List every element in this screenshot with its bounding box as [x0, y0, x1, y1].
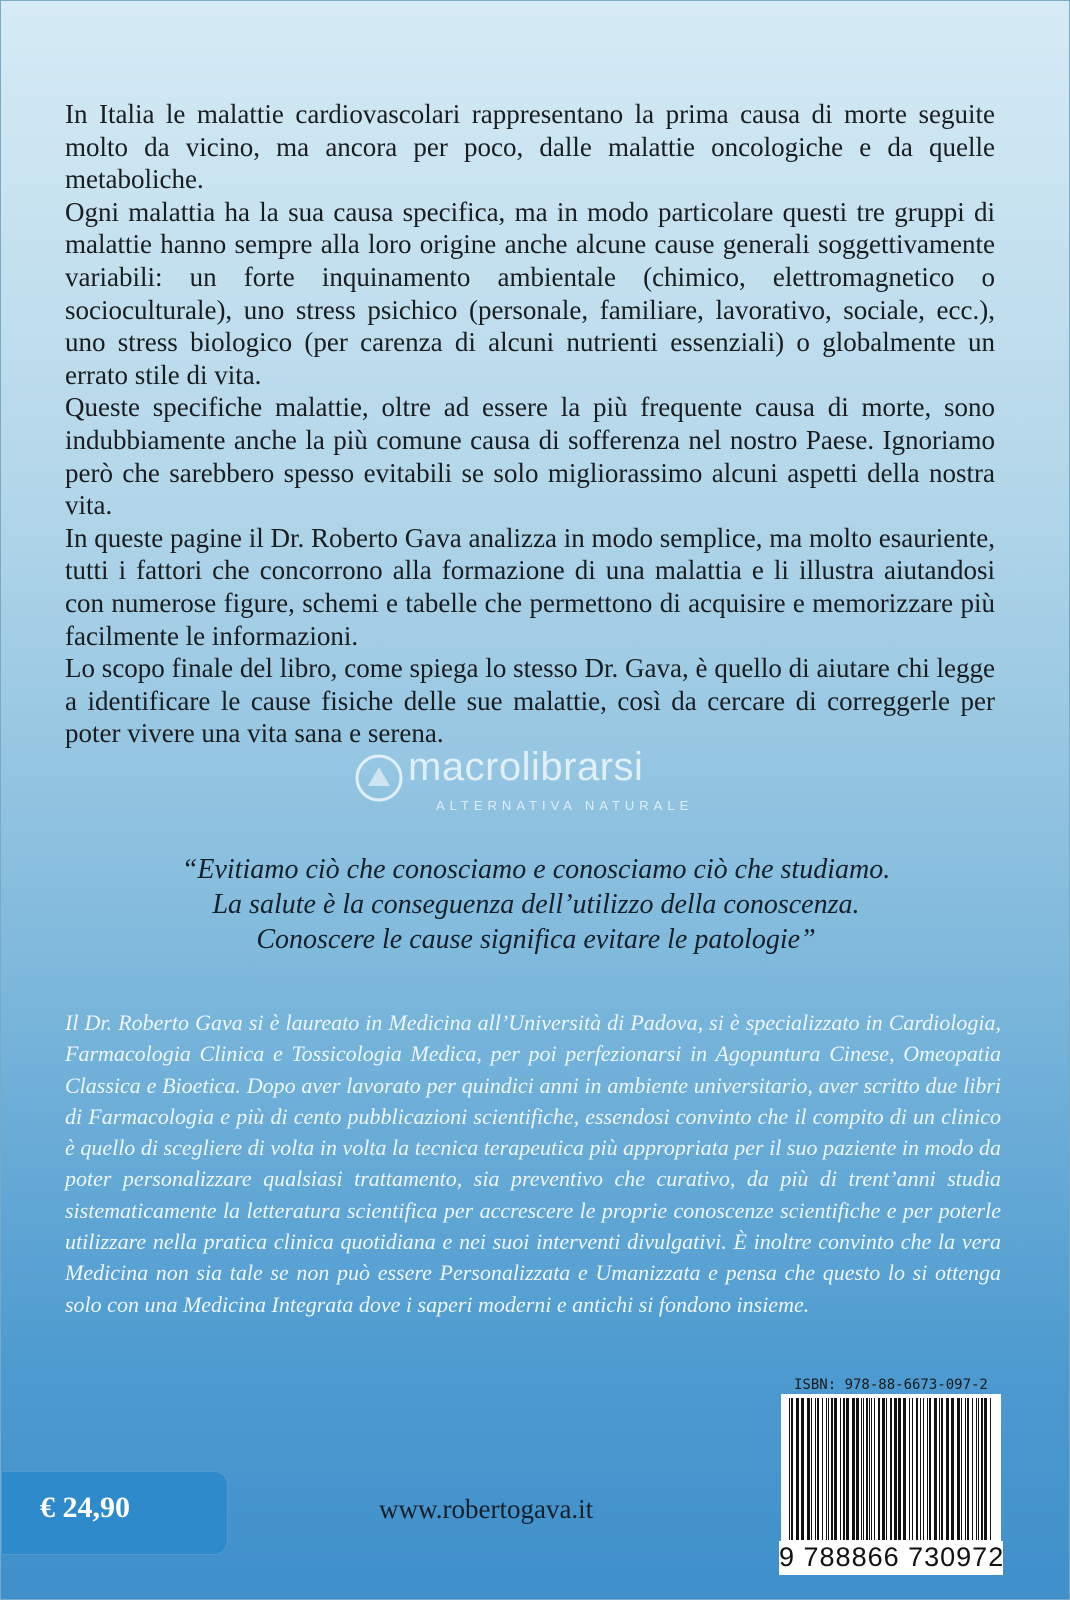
- description-text: [65, 98, 995, 750]
- barcode-bar: [894, 1398, 897, 1540]
- barcode-bar: [801, 1398, 804, 1540]
- barcode-bar: [878, 1398, 880, 1540]
- barcode-bar: [796, 1398, 799, 1540]
- barcode-bar: [866, 1398, 868, 1540]
- watermark-name: macrolibrarsi: [408, 745, 644, 789]
- barcode-bar: [941, 1398, 943, 1540]
- macrolibrarsi-watermark: [346, 745, 746, 843]
- barcode-bar: [939, 1398, 940, 1540]
- barcode-bar: [890, 1398, 892, 1540]
- barcode-bar: [976, 1398, 977, 1540]
- price-tab: [1, 1471, 228, 1555]
- quote-line: Conoscere le cause significa evitare le patologie”: [256, 924, 816, 955]
- barcode-bar: [843, 1398, 845, 1540]
- barcode-bar: [807, 1398, 810, 1540]
- barcode-bar: [965, 1398, 966, 1540]
- barcode-number: 9 788866 730972: [779, 1541, 1003, 1575]
- barcode-bar: [834, 1398, 837, 1540]
- barcode-bar: [828, 1398, 829, 1540]
- barcode-bar: [791, 1398, 793, 1540]
- description-paragraph: Lo scopo finale del libro, come spiega lo stesso Dr. Gava, è quello di aiutare chi legge a identificare le cause fisiche delle sue malattie, così da cercare di correggerle per poter vivere una vita sana e serena.: [65, 653, 995, 749]
- barcode-bar: [946, 1398, 949, 1540]
- barcode-bar: [840, 1398, 841, 1540]
- description-paragraph: In queste pagine il Dr. Roberto Gava analizza in modo semplice, ma molto esauriente, tutti i fattori che concorrono alla formazione di una malattia e li illustra aiutandosi con numerose figure, schemi e tabelle che permettono di acquisire e memorizzare più facilmente le informazioni.: [65, 522, 995, 651]
- barcode-bar: [984, 1398, 987, 1540]
- description-paragraph: Ogni malattia ha la sua causa specifica, ma in modo particolare questi tre gruppi di malattie hanno sempre alla loro origine anche alcune cause generali soggettivamente variabili: un forte inquinamento ambientale (chimico, elettromagnetico o socioculturale), uno stress psichico (personale, familiare, lavorativo, sociale, ecc.), uno stress biologico (per carenza di alcuni nutrienti essenziali) o globalmente un errato stile di vita.: [65, 196, 995, 390]
- barcode-bar: [951, 1398, 954, 1540]
- barcode-bar: [957, 1398, 960, 1540]
- description-paragraph: Queste specifiche malattie, oltre ad essere la più frequente causa di morte, sono indubbiamente anche la più comune causa di sofferenza nel nostro Paese. Ignoriamo però che sarebbero spesso evitabili se solo migliorassimo alcuni aspetti della nostra vita.: [65, 392, 995, 521]
- barcode-bar: [811, 1398, 812, 1540]
- barcode-bar: [927, 1398, 928, 1540]
- description-paragraph: In Italia le malattie cardiovascolari rappresentano la prima causa di morte seguite molto da vicino, ma ancora per poco, dalle malattie oncologiche e da quelle metaboliche.: [65, 99, 995, 195]
- barcode-bar: [912, 1398, 913, 1540]
- barcode: [781, 1394, 1001, 1544]
- barcode-bar: [916, 1398, 918, 1540]
- watermark-tagline: ALTERNATIVA NATURALE: [436, 798, 694, 813]
- barcode-bar: [972, 1398, 973, 1540]
- barcode-bar: [861, 1398, 862, 1540]
- quote: [61, 852, 1011, 957]
- barcode-bar: [826, 1398, 827, 1540]
- barcode-bar: [882, 1398, 885, 1540]
- barcode-bar: [874, 1398, 875, 1540]
- barcode-bar: [852, 1398, 855, 1540]
- barcode-bar: [903, 1398, 906, 1540]
- barcode-bar: [923, 1398, 924, 1540]
- price: € 24,90: [40, 1491, 130, 1524]
- barcode-bar: [789, 1398, 790, 1540]
- barcode-bar: [909, 1398, 910, 1540]
- barcode-bar: [967, 1398, 969, 1540]
- barcode-bar: [822, 1398, 823, 1540]
- quote-line: La salute è la conseguenza dell’utilizzo della conoscenza.: [212, 889, 860, 920]
- barcode-bar: [981, 1398, 983, 1540]
- barcode-bar: [815, 1398, 816, 1540]
- barcode-bar: [886, 1398, 887, 1540]
- barcode-bar: [863, 1398, 864, 1540]
- barcode-bar: [898, 1398, 901, 1540]
- barcode-bar: [856, 1398, 859, 1540]
- barcode-bar: [846, 1398, 849, 1540]
- isbn-label: ISBN: 978-88-6673-097-2: [794, 1377, 988, 1393]
- website-link[interactable]: www.robertogava.it: [379, 1494, 594, 1524]
- author-bio: Il Dr. Roberto Gava si è laureato in Medicina all’Università di Padova, si è specializzato in Cardiologia, Farmacologia Clinica e Tossicologia Medica, per poi perfezionarsi in Agopuntura Cinese, Omeopatia Classica e Bioetica. Dopo aver lavorato per quindici anni in ambiente universitario, aver scritto due libri di Farmacologia e più di cento pubblicazioni scientifiche, essendosi convinto che il compito di un clinico è quello di scegliere di volta in volta la tecnica terapeutica più appropriata per il suo paziente in modo da poter personalizzare qualsiasi trattamento, sia preventivo che curativo, da più di trent’anni studia sistematicamente la letteratura scientifica per accrescere le proprie conoscenze scientifiche e per poterle utilizzare nella pratica clinica quotidiana e nei suoi interventi divulgativi. È inoltre convinto che la vera Medicina non sia tale se non può essere Personalizzata e Umanizzata e pensa che questo lo si ottenga solo con una Medicina Integrata dove i saperi moderni e antichi si fondono insieme.: [65, 1010, 1001, 1317]
- barcode-bar: [978, 1398, 979, 1540]
- barcode-bar: [871, 1398, 872, 1540]
- barcode-bar: [961, 1398, 962, 1540]
- barcode-bar: [831, 1398, 833, 1540]
- barcode-bar: [869, 1398, 870, 1540]
- barcode-bar: [929, 1398, 931, 1540]
- barcode-bar: [934, 1398, 937, 1540]
- barcode-bar: [920, 1398, 921, 1540]
- barcode-bar: [817, 1398, 819, 1540]
- macrolibrarsi-logo-icon: [354, 753, 404, 803]
- quote-line: “Evitiamo ciò che conosciamo e conosciamo ciò che studiamo.: [181, 854, 891, 885]
- barcode-bar: [990, 1398, 991, 1540]
